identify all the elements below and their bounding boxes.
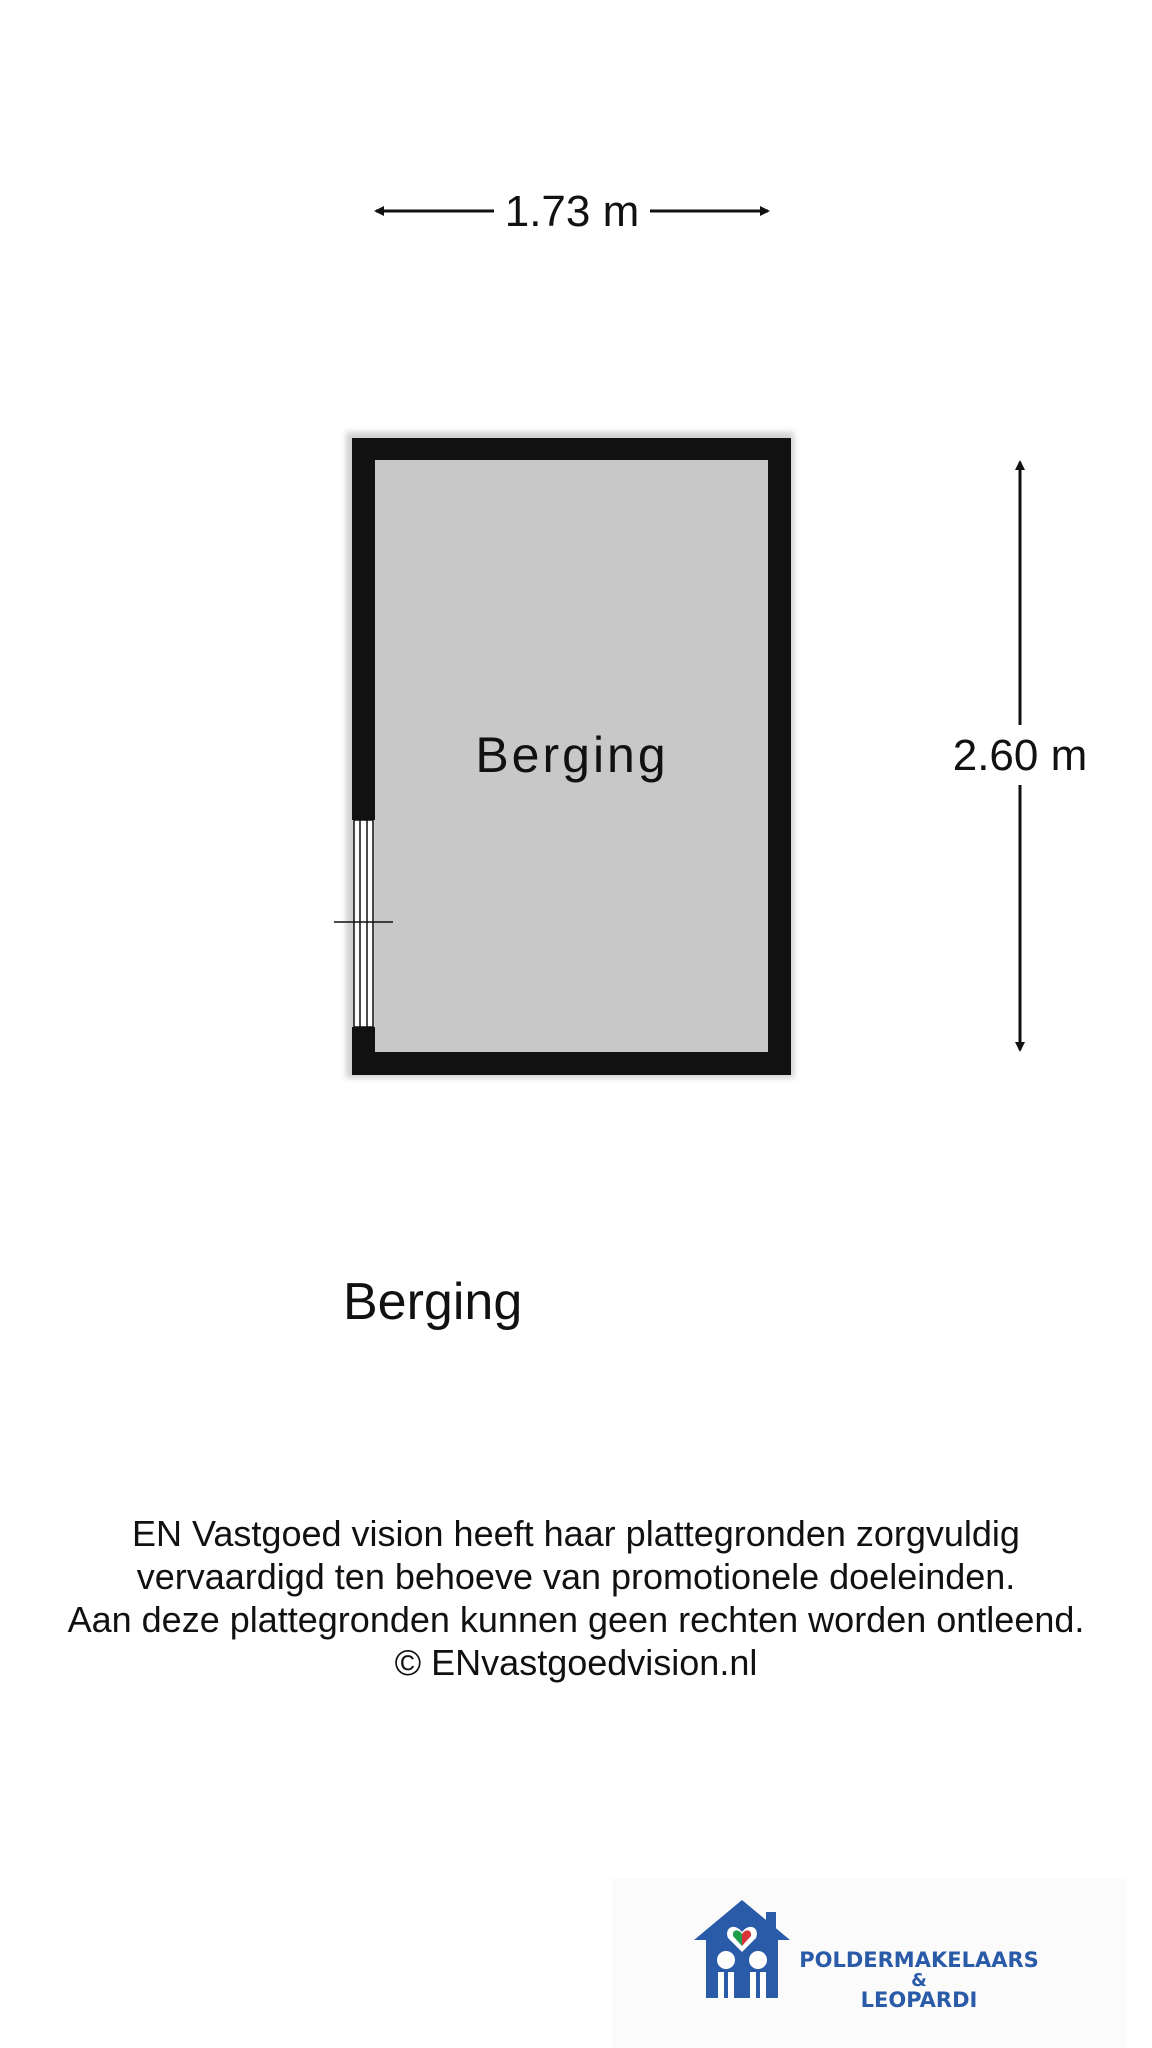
house-family-icon — [692, 1898, 792, 2002]
room-berging — [334, 432, 794, 1078]
wall-left-lower — [352, 1027, 375, 1075]
disclaimer-line: vervaardigd ten behoeve van promotionele doeleinden. — [136, 1556, 1016, 1597]
wall-right — [768, 438, 791, 1075]
logo-line-3: LEOPARDI — [860, 1988, 978, 2012]
logo-line-1: POLDERMAKELAARS — [799, 1948, 1039, 1972]
wall-top — [352, 438, 791, 460]
height-dimension — [953, 462, 1088, 1050]
width-label: 1.73 m — [504, 187, 640, 236]
logo-line-2: & — [911, 1970, 927, 1991]
disclaimer-line: EN Vastgoed vision heeft haar plattegronden zorgvuldig — [132, 1513, 1020, 1554]
agency-logo — [612, 1878, 1126, 2048]
disclaimer-line: Aan deze plattegronden kunnen geen rechten worden ontleend. — [67, 1599, 1085, 1640]
width-dimension — [376, 187, 768, 236]
height-label: 2.60 m — [952, 731, 1088, 780]
wall-bottom — [352, 1052, 791, 1075]
disclaimer-line: © ENvastgoedvision.nl — [394, 1642, 758, 1683]
floor-title: Berging — [343, 1273, 523, 1331]
wall-left-upper — [352, 438, 375, 820]
disclaimer — [0, 1512, 1152, 1684]
room-label: Berging — [475, 727, 669, 783]
